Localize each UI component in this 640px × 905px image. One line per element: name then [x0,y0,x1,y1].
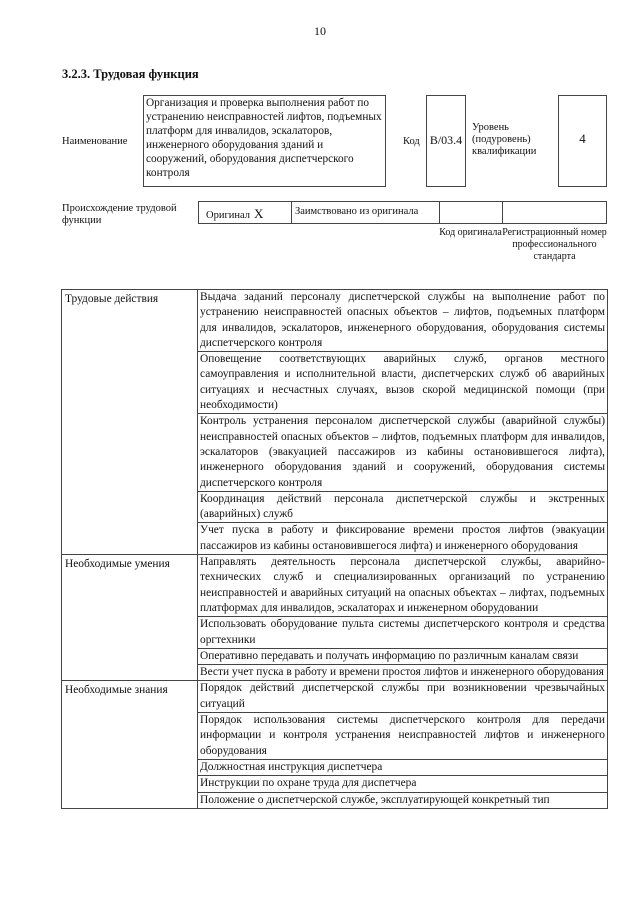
code-label: Код [403,136,420,147]
table-cell: Инструкции по охране труда для диспетчера [198,776,608,792]
origin-table [198,201,607,224]
table-cell: Положение о диспетчерской службе, эксплуатирующей конкретный тип [198,792,608,808]
table-row [62,555,608,617]
level-label: Уровень (подуровень) квалификации [472,122,537,157]
level-value-box: 4 [558,95,607,187]
origin-label: Происхождение трудовой функции [62,203,177,226]
function-details-table [61,289,608,809]
table-cell: Учет пуска в работу и фиксирование времени простоя лифтов (эвакуации пассажиров из кабины остановившегося лифта) и инженерного оборудования [198,523,608,555]
table-cell: Оповещение соответствующих аварийных служб, органов местного самоуправления и исполнительной власти, диспетчерских служб об аварийных ситуациях и несчастных случаях, вызов скорой медицинской помощи (при необходимости) [198,352,608,414]
origin-code-cell [439,201,502,224]
section-header: Необходимые умения [62,555,198,681]
table-cell: Выдача заданий персоналу диспетчерской службы на выполнение работ по устранению неисправностей опасных объектов – лифтов, подъемных платформ для инвалидов, эскалаторов, инженерного оборудования, оборудования системы диспетчерского контроля [198,290,608,352]
original-mark: X [254,206,264,221]
table-cell: Координация действий персонала диспетчерской службы и экстренных (аварийных) служб [198,491,608,523]
function-name-box: Организация и проверка выполнения работ по устранению неисправностей лифтов, подъемных платформ для инвалидов, эскалаторов, инженерного оборудования зданий и сооружений, оборудования диспетчерского контроля [143,95,386,187]
table-cell: Оперативно передавать и получать информацию по различным каналам связи [198,648,608,664]
table-cell: Направлять деятельность персонала диспетчерской службы, аварийно-технических служб и специализированных организаций по устранению неисправностей и аварийных ситуаций на опасных объектах – лифтах, подъемных платформах для инвалидов, эскалаторах и инженерном оборудовании [198,555,608,617]
section-header: Трудовые действия [62,290,198,555]
table-cell: Контроль устранения персоналом диспетчерской службы (аварийной службы) неисправностей опасных объектов – лифтов, подъемных платформ для инвалидов, эскалаторов (эвакуацией пассажиров из кабины остановившегося лифта), инженерного оборудования зданий и сооружений, оборудования системы диспетчерского контроля [198,414,608,491]
table-cell: Вести учет пуска в работу и времени простоя лифтов и инженерного оборудования [198,665,608,681]
page-number: 10 [314,24,326,38]
table-cell: Использовать оборудование пульта системы диспетчерского контроля и средства оргтехники [198,617,608,649]
original-cell [198,201,291,224]
section-title: 3.2.3. Трудовая функция [62,67,199,81]
table-cell: Должностная инструкция диспетчера [198,759,608,775]
table-row [62,681,608,713]
section-header: Необходимые знания [62,681,198,808]
name-label: Наименование [62,136,128,147]
origin-reg-cell [502,201,607,224]
code-caption: Код оригинала [439,227,502,238]
code-value-box: B/03.4 [426,95,466,187]
original-label: Оригинал [206,210,250,221]
reg-caption: Регистрационный номер профессионального стандарта [502,227,607,262]
table-row [62,290,608,352]
table-cell: Порядок действий диспетчерской службы при возникновении чрезвычайных ситуаций [198,681,608,713]
table-cell: Порядок использования системы диспетчерского контроля для передачи информации и контроля устранения неисправностей лифтов и инженерного оборудования [198,713,608,760]
borrowed-cell: Заимствовано из оригинала [291,201,439,224]
